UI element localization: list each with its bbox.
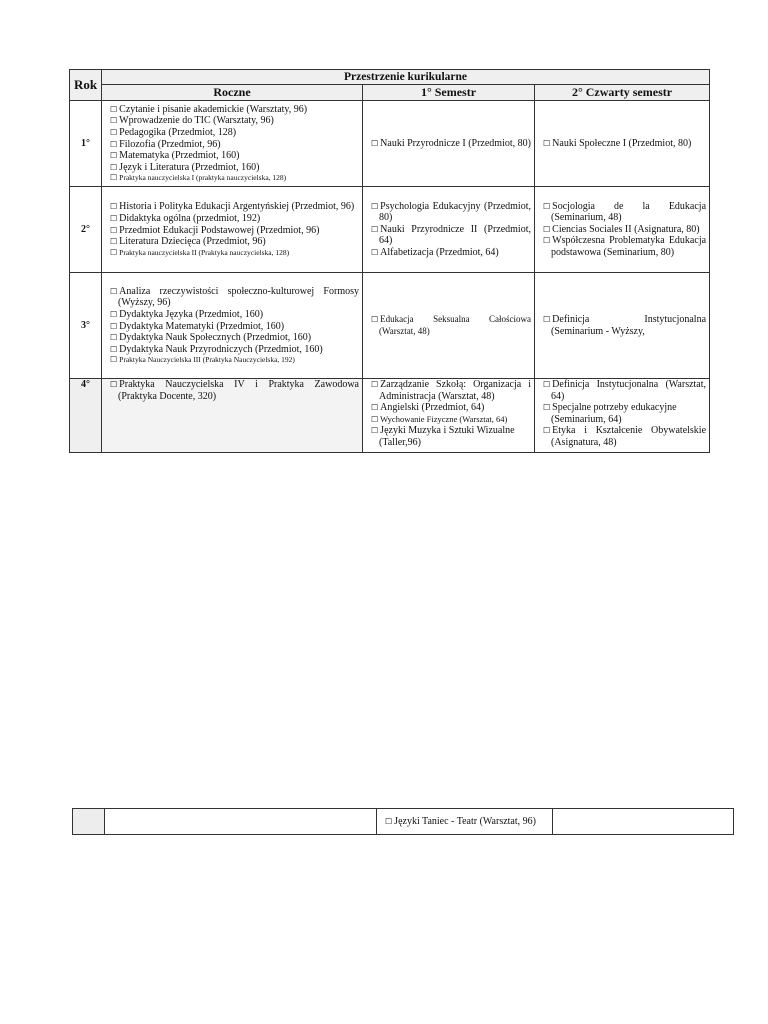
table-row (73, 809, 734, 835)
semester-1-cell (363, 101, 535, 187)
list-item: ☐ Literatura Dziecięca (Przedmiot, 96) (110, 236, 266, 248)
roczne-cell (102, 273, 363, 379)
list-item: ☐ Praktyka Nauczycielska III (Praktyka Nauczycielska, 192) (110, 355, 295, 365)
list-item: ☐ Czytanie i pisanie akademickie (Warsztaty, 96) (110, 103, 308, 115)
roczne-cell (105, 809, 377, 835)
semester-2-cell (553, 809, 734, 835)
list-item: ☐ Dydaktyka Nauk Przyrodniczych (Przedmiot, 160) (110, 343, 323, 355)
list-item: ☐ Zarządzanie Szkołą: Organizacja i Administracja (Warsztat, 48) (371, 379, 531, 402)
list-item: ☐ Przedmiot Edukacji Podstawowej (Przedmiot, 96) (110, 224, 320, 236)
list-item: ☐ Dydaktyka Matematyki (Przedmiot, 160) (110, 320, 285, 332)
semester-1-cell (377, 809, 553, 835)
list-item: ☐ Socjologia de la Edukacja (Seminarium, 48) (543, 200, 707, 224)
semester-1-cell (363, 379, 535, 453)
list-item: ☐ Definicja Instytucjonalna (Seminarium - Wyższy, (543, 313, 707, 337)
list-item: ☐ Pedagogika (Przedmiot, 128) (110, 126, 237, 138)
semester-2-cell (535, 273, 710, 379)
header-semester-1: 1° Semestr (363, 85, 535, 101)
year-cell: 4° (70, 379, 102, 453)
semester-2-cell (535, 379, 710, 453)
list-item: ☐ Edukacja Seksualna Całościowa (Warsztat, 48) (371, 313, 531, 336)
list-item: ☐ Wprowadzenie do TIC (Warsztaty, 96) (110, 115, 274, 127)
table-row-year-1 (70, 101, 710, 187)
header-roczne: Roczne (102, 85, 363, 101)
list-item: ☐ Praktyka nauczycielska I (praktyka nauczycielska, 128) (110, 173, 287, 183)
list-item: ☐ Współczesna Problematyka Edukacja podstawowa (Seminarium, 80) (543, 235, 707, 258)
semester-2-cell (535, 101, 710, 187)
list-item: ☐ Nauki Przyrodnicze II (Przedmiot, 64) (371, 223, 531, 247)
list-item: ☐ Analiza rzeczywistości społeczno-kulturowej Formosy (Wyższy, 96) (110, 285, 359, 309)
continuation-table (72, 808, 734, 835)
year-cell: 2° (70, 187, 102, 273)
list-item: ☐ Dydaktyka Języka (Przedmiot, 160) (110, 308, 264, 320)
list-item: ☐ Didaktyka ogólna (przedmiot, 192) (110, 212, 261, 224)
header-rok: Rok (70, 70, 102, 101)
list-item: ☐ Alfabetizacja (Przedmiot, 64) (371, 246, 499, 258)
curriculum-table (69, 69, 710, 453)
list-item: ☐ Wychowanie Fizyczne (Warsztat, 64) (371, 413, 508, 424)
list-item: ☐ Historia i Polityka Edukacji Argentyńskiej (Przedmiot, 96) (110, 201, 355, 213)
semester-1-cell (363, 273, 535, 379)
year-cell (73, 809, 105, 835)
table-row-year-3 (70, 273, 710, 379)
year-cell: 3° (70, 273, 102, 379)
list-item: ☐ Matematyka (Przedmiot, 160) (110, 150, 240, 162)
table-row-year-2 (70, 187, 710, 273)
list-item: ☐ Psychologia Edukacyjny (Przedmiot, 80) (371, 200, 531, 224)
list-item: ☐ Nauki Przyrodnicze I (Przedmiot, 80) (371, 137, 531, 149)
list-item: ☐ Języki Taniec - Teatr (Warsztat, 96) (385, 815, 536, 827)
roczne-cell (102, 187, 363, 273)
list-item: ☐ Język i Literatura (Przedmiot, 160) (110, 161, 260, 173)
list-item: ☐ Praktyka Nauczycielska IV i Praktyka Zawodowa (Praktyka Docente, 320) (110, 379, 359, 402)
list-item: ☐ Filozofia (Przedmiot, 96) (110, 138, 221, 150)
roczne-cell (102, 379, 363, 453)
header-curricular-spaces: Przestrzenie kurikularne (102, 70, 710, 85)
list-item: ☐ Praktyka nauczycielska II (Praktyka nauczycielska, 128) (110, 247, 290, 257)
year-cell: 1° (70, 101, 102, 187)
list-item: ☐ Języki Muzyka i Sztuki Wizualne (Taller,96) (371, 425, 515, 448)
table-row-year-4 (70, 379, 710, 453)
header-semester-2: 2° Czwarty semestr (535, 85, 710, 101)
list-item: ☐ Dydaktyka Nauk Społecznych (Przedmiot, 160) (110, 332, 312, 344)
roczne-cell (102, 101, 363, 187)
list-item: ☐ Angielski (Przedmiot, 64) (371, 402, 485, 414)
list-item: ☐ Etyka i Kształcenie Obywatelskie (Asignatura, 48) (543, 425, 707, 448)
semester-1-cell (363, 187, 535, 273)
list-item: ☐ Specjalne potrzeby edukacyjne (Seminarium, 64) (543, 402, 677, 425)
semester-2-cell (535, 187, 710, 273)
list-item: ☐ Nauki Społeczne I (Przedmiot, 80) (543, 137, 692, 149)
list-item: ☐ Ciencias Sociales II (Asignatura, 80) (543, 223, 700, 235)
list-item: ☐ Definicja Instytucjonalna (Warsztat, 64) (543, 379, 707, 402)
